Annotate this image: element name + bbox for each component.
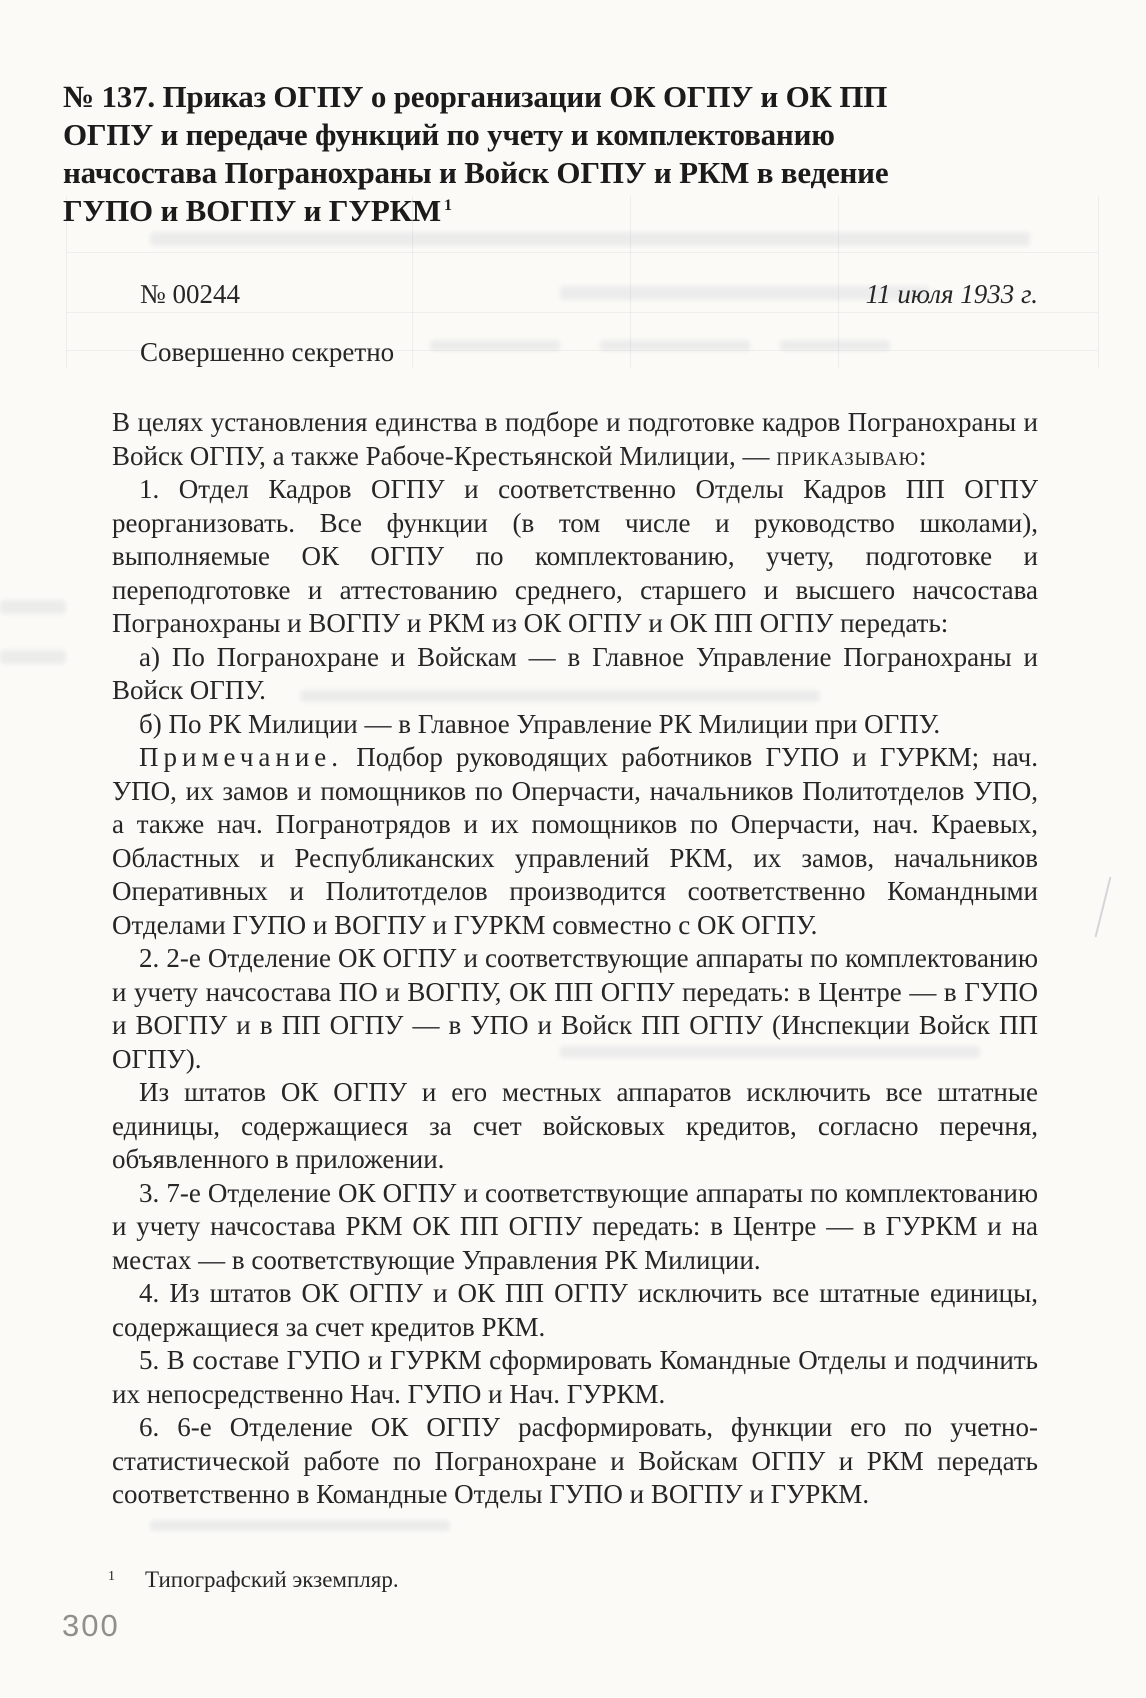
point-2-continuation: Из штатов ОК ОГПУ и его местных аппаратов исключить все штатные единицы, содержащиеся за счет войсковых кредитов, согласно перечня, объявленного в приложении. bbox=[112, 1077, 1038, 1174]
note-label: Примечание. bbox=[139, 742, 344, 772]
document-title bbox=[63, 78, 975, 236]
note-paragraph bbox=[112, 741, 1038, 942]
footnote-text: Типографский экземпляр. bbox=[145, 1566, 399, 1592]
page-number: 300 bbox=[62, 1608, 120, 1643]
point-4: 4. Из штатов ОК ОГПУ и ОК ПП ОГПУ исключить все штатные единицы, содержащиеся за счет кредитов РКМ. bbox=[112, 1278, 1038, 1342]
classification-stamp: Совершенно секретно bbox=[140, 337, 395, 367]
intro-paragraph bbox=[112, 406, 1038, 473]
document-number: № 00244 bbox=[140, 279, 241, 309]
point-5: 5. В составе ГУПО и ГУРКМ сформировать Командные Отделы и подчинить их непосредственно Нач. ГУПО и Нач. ГУРКМ. bbox=[112, 1345, 1038, 1409]
document-body bbox=[112, 406, 1038, 1512]
document-date: 11 июля 1933 г. bbox=[865, 279, 1038, 309]
intro-text: В целях установления единства в подборе и подготовке кадров Погранохраны и Войск ОГПУ, а также Рабоче-Крестьянской Милиции, — bbox=[112, 407, 1038, 471]
title-footnote-ref: 1 bbox=[443, 197, 452, 214]
point-3: 3. 7-е Отделение ОК ОГПУ и соответствующие аппараты по комплектованию и учету начсостава РКМ ОК ПП ОГПУ передать: в Центре — в ГУРКМ и на местах — в соответствующие Управления РК Милиции. bbox=[112, 1177, 1038, 1275]
footnote bbox=[108, 1566, 1038, 1598]
point-1b: б) По РК Милиции — в Главное Управление РК Милиции при ОГПУ. bbox=[139, 708, 941, 739]
point-1a: а) По Погранохране и Войскам — в Главное Управление Погранохраны и Войск ОГПУ. bbox=[112, 641, 1038, 705]
document-meta-row bbox=[140, 278, 1038, 310]
footnote-marker: 1 bbox=[108, 1568, 115, 1584]
note-text: Подбор руководящих работников ГУПО и ГУРКМ; нач. УПО, их замов и помощников по Оперчасти, начальников Политотделов УПО, а также нач. Погранотрядов и их помощников по Оперчасти, нач. Краевых, Областных и Республиканских управлений РКМ, их замов, начальников Оперативных и Политотделов производится соответственно Командными Отделами ГУПО и ВОГПУ и ГУРКМ совместно с ОК ОГПУ. bbox=[112, 742, 1038, 940]
point-1: 1. Отдел Кадров ОГПУ и соответственно Отделы Кадров ПП ОГПУ реорганизовать. Все функции (в том числе и руководство школами), выполняемые ОК ОГПУ по комплектованию, учету, подготовке и переподготовке и аттестованию среднего, старшего и высшего начсостава Погранохраны и ВОГПУ и РКМ из ОК ОГПУ и ОК ПП ОГПУ передать: bbox=[112, 474, 1038, 638]
document-title-text: № 137. Приказ ОГПУ о реорганизации ОК ОГПУ и ОК ПП ОГПУ и передаче функций по учету и комплектованию начсостава Погранохраны и Войск ОГПУ и РКМ в ведение ГУПО и ВОГПУ и ГУРКМ bbox=[63, 79, 889, 228]
point-6: 6. 6-е Отделение ОК ОГПУ расформировать, функции его по учетно-статистической работе по Погранохране и Войскам ОГПУ и РКМ передать соответственно в Командные Отделы ГУПО и ВОГПУ и ГУРКМ. bbox=[112, 1412, 1038, 1509]
intro-command-smallcaps: приказываю: bbox=[776, 440, 928, 471]
point-2: 2. 2-е Отделение ОК ОГПУ и соответствующие аппараты по комплектованию и учету начсостава ПО и ВОГПУ, ОК ПП ОГПУ передать: в Центре — в ГУПО и ВОГПУ и в ПП ОГПУ — в УПО и Войск ПП ОГПУ (Инспекции Войск ПП ОГПУ). bbox=[112, 943, 1038, 1074]
